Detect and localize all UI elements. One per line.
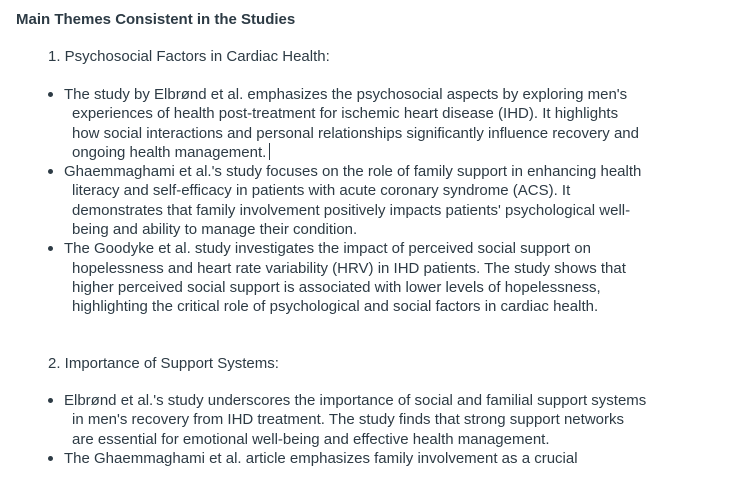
list-item <box>48 449 648 468</box>
bullet-dot-icon <box>48 92 53 97</box>
bullet-list <box>48 85 648 317</box>
list-item <box>48 162 648 239</box>
section-title: 2. Importance of Support Systems: <box>48 355 279 372</box>
bullet-dot-icon <box>48 456 53 461</box>
document-heading: Main Themes Consistent in the Studies <box>16 11 296 28</box>
bullet-text: Ghaemmaghami et al.'s study focuses on the role of family support in enhancing health literacy and self-efficacy in patients with acute coronary syndrome (ACS). It demonstrates that family involvement positively impacts patients' psychological well-being and ability to manage their condition. <box>64 163 642 239</box>
bullet-dot-icon <box>48 169 53 174</box>
list-item <box>48 239 648 316</box>
list-item <box>48 391 648 449</box>
section-title: 1. Psychosocial Factors in Cardiac Health: <box>48 48 330 65</box>
bullet-text: The study by Elbrønd et al. emphasizes the psychosocial aspects by exploring men's experiences of health post-treatment for ischemic heart disease (IHD). It highlights how social interactions and personal relationships significantly influence recovery and ongoing health management. <box>64 86 639 161</box>
bullet-dot-icon <box>48 246 53 251</box>
bullet-dot-icon <box>48 398 53 403</box>
list-item <box>48 85 648 162</box>
bullet-list <box>48 391 648 468</box>
bullet-text: Elbrønd et al.'s study underscores the importance of social and familial support systems in men's recovery from IHD treatment. The study finds that strong support networks are essential for emotional well-being and effective health management. <box>64 392 647 448</box>
bullet-text: The Ghaemmaghami et al. article emphasizes family involvement as a crucial <box>64 449 578 467</box>
bullet-text: The Goodyke et al. study investigates the impact of perceived social support on hopelessness and heart rate variability (HRV) in IHD patients. The study shows that higher perceived social support is associated with lower levels of hopelessness, highlighting the critical role of psychological and social factors in cardiac health. <box>64 240 626 316</box>
text-cursor-icon <box>269 143 270 160</box>
